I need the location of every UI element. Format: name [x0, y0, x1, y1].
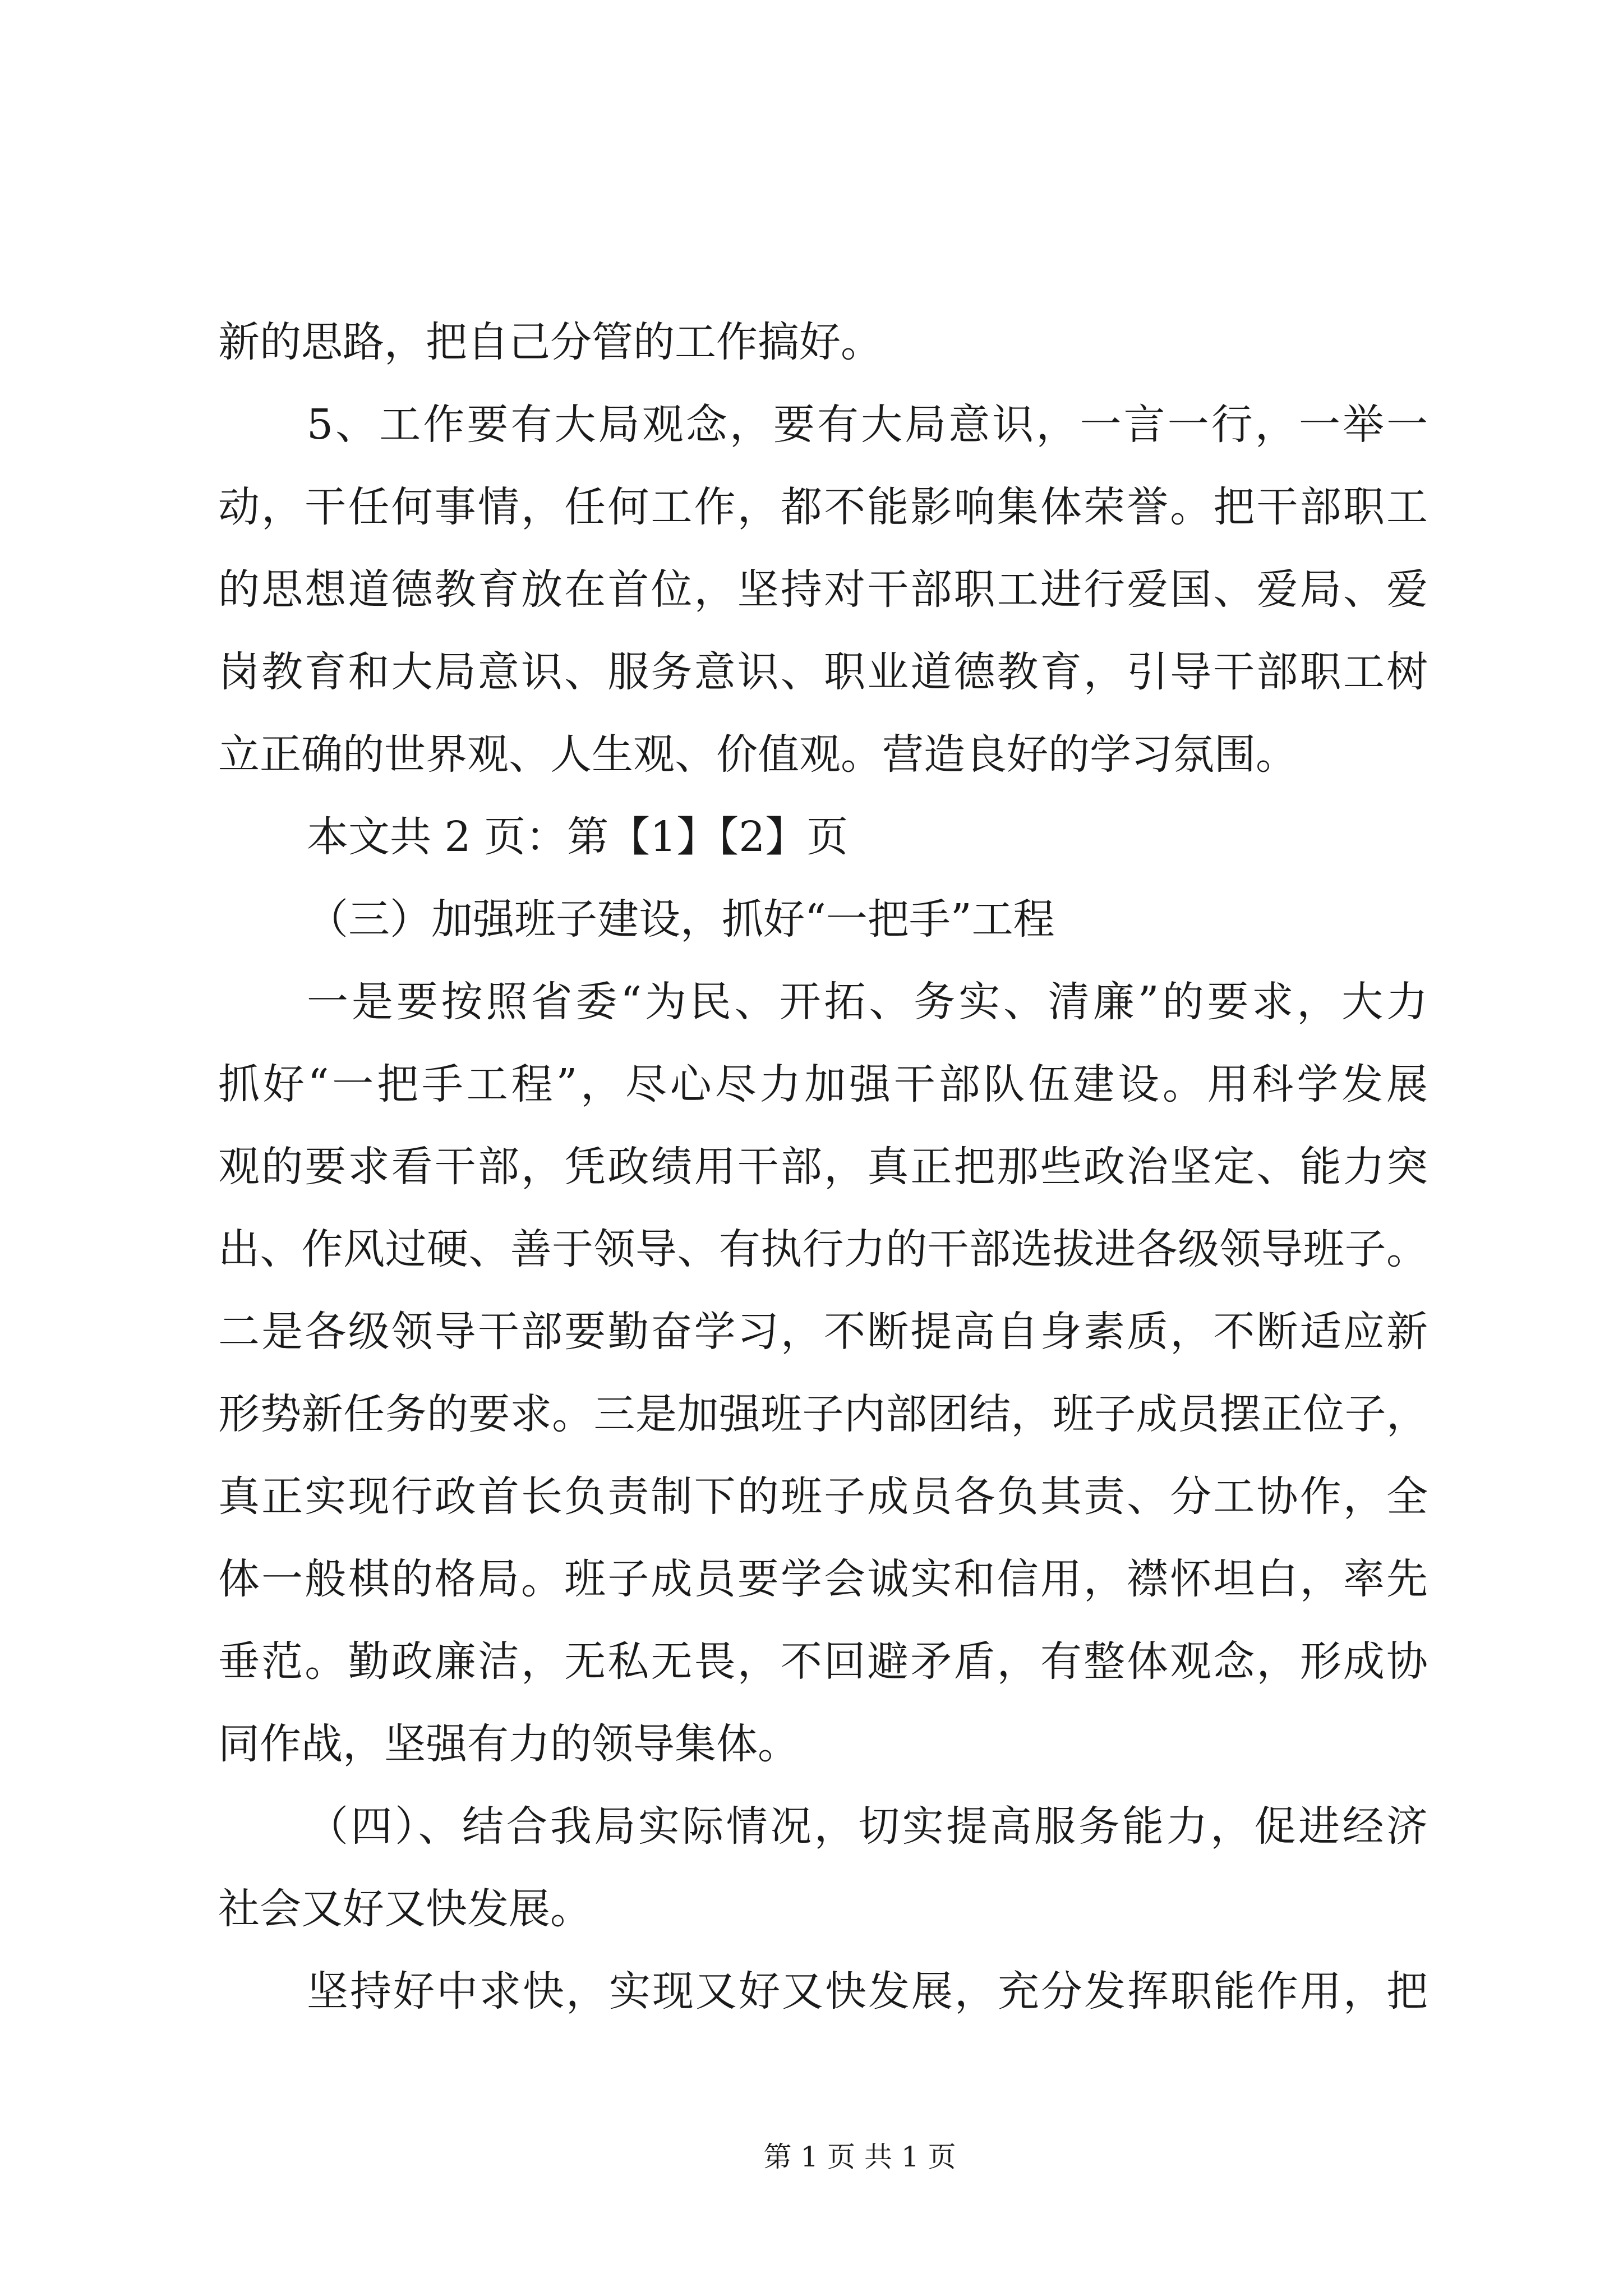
section-heading-3	[218, 878, 1428, 961]
body-text-line: 同作战，坚强有力的领导集体。	[218, 1720, 799, 1768]
body-text-line: 动，干任何事情，任何工作，都不能影响集体荣誉。把干部职工	[218, 483, 1428, 531]
body-text-line: 抓好“一把手工程”，尽心尽力加强干部队伍建设。用科学发展	[218, 1060, 1428, 1108]
body-text-line: 5、工作要有大局观念，要有大局意识，一言一行，一举一	[307, 401, 1428, 449]
section-heading-text: （三）加强班子建设，抓好“一把手”工程	[307, 895, 1055, 944]
body-text-line: 垂范。勤政廉洁，无私无畏，不回避矛盾，有整体观念，形成协	[218, 1637, 1428, 1686]
pagination-note-text: 本文共 2 页：第【1】【2】页	[307, 813, 849, 861]
paragraph-section-4	[218, 1950, 1428, 2033]
page-number-indicator: 第 1 页 共 1 页	[763, 2141, 956, 2173]
body-text-line: 岗教育和大局意识、服务意识、职业道德教育，引导干部职工树	[218, 648, 1428, 696]
section-heading-text: （四）、结合我局实际情况，切实提高服务能力，促进经济	[307, 1802, 1428, 1851]
paragraph-continuation	[218, 301, 1428, 384]
body-text-line: 的思想道德教育放在首位，坚持对干部职工进行爱国、爱局、爱	[218, 565, 1428, 614]
pagination-note	[218, 796, 1428, 878]
page-footer	[635, 2140, 1084, 2174]
body-text-line: 一是要按照省委“为民、开拓、务实、清廉”的要求，大力	[307, 978, 1428, 1026]
document-body	[218, 301, 1428, 2033]
paragraph-item-5	[218, 384, 1428, 796]
section-heading-4	[218, 1786, 1428, 1950]
body-text-line: 立正确的世界观、人生观、价值观。营造良好的学习氛围。	[218, 730, 1297, 779]
body-text-line: 出、作风过硬、善于领导、有执行力的干部选拔进各级领导班子。	[218, 1225, 1428, 1273]
body-text-line: 体一般棋的格局。班子成员要学会诚实和信用，襟怀坦白，率先	[218, 1555, 1428, 1603]
body-text-line: 观的要求看干部，凭政绩用干部，真正把那些政治坚定、能力突	[218, 1143, 1428, 1191]
body-text-line: 新的思路，把自己分管的工作搞好。	[218, 318, 882, 366]
body-text-line: 二是各级领导干部要勤奋学习，不断提高自身素质，不断适应新	[218, 1308, 1428, 1356]
body-text-line: 形势新任务的要求。三是加强班子内部团结，班子成员摆正位子，	[218, 1390, 1428, 1438]
paragraph-section-3	[218, 961, 1428, 1786]
body-text-line: 坚持好中求快，实现又好又快发展，充分发挥职能作用，把	[307, 1967, 1428, 2016]
section-heading-text: 社会又好又快发展。	[218, 1885, 592, 1933]
body-text-line: 真正实现行政首长负责制下的班子成员各负其责、分工协作，全	[218, 1473, 1428, 1521]
